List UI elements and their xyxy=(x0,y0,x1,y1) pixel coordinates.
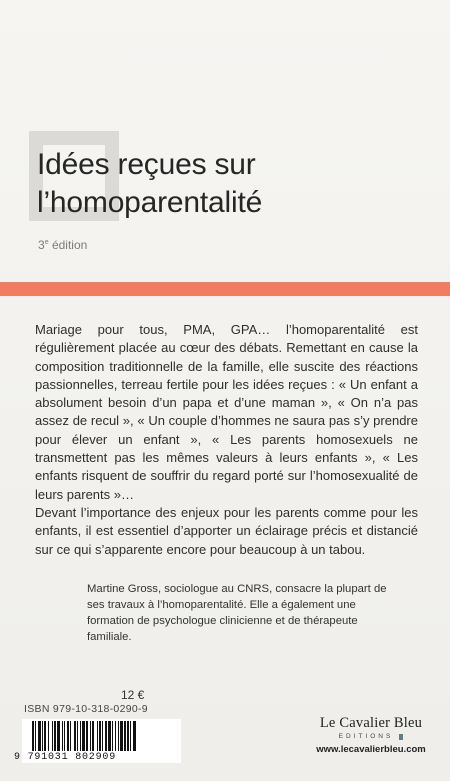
author-description: , sociologue au CNRS, consacre la plupart de ses travaux à l’homoparentalité. Elle a également une formation de psychologue clinicienne et de thérapeute familiale. xyxy=(87,583,387,643)
author-name: Martine Gross xyxy=(87,583,158,595)
edition-label xyxy=(38,238,87,252)
publisher-url: www.lecavalierbleu.com xyxy=(316,744,426,755)
edition-word: édition xyxy=(51,238,88,252)
author-bio xyxy=(87,581,405,645)
publisher-name: Le Cavalier Bleu xyxy=(319,715,423,731)
book-title xyxy=(37,146,262,222)
edition-suffix: e xyxy=(44,239,49,246)
summary-paragraph-2: Devant l’importance des enjeux pour les parents comme pour les enfants, il est essentiel d’apporter un éclairage précis et distancié sur ce qui s’apparente encore pour beaucoup à un tabou. xyxy=(35,504,418,557)
barcode-number: 9 791031 802909 xyxy=(14,752,117,763)
publisher-mark-icon xyxy=(399,734,403,740)
title-line-2: l’homoparentalité xyxy=(37,186,263,219)
edition-number: 3 xyxy=(38,238,45,252)
publisher-tag-row xyxy=(296,733,446,740)
publisher-logo xyxy=(296,715,446,755)
isbn: ISBN 979-10-318-0290-9 xyxy=(24,703,148,715)
publisher-tag: EDITIONS xyxy=(338,733,394,740)
summary-paragraph-1: Mariage pour tous, PMA, GPA… l’homoparentalité est régulièrement placée au cœur des débats. Remettant en cause la composition traditionnelle de la famille, elle suscite des réactions passionnelles, terreau fertile pour les idées reçues : « Un enfant a absolument besoin d’un papa et d’une maman », « On n’a pas assez de recul », « Un couple d’hommes ne saura pas s’y prendre pour élever un enfant », « Les parents homosexuels ne transmettent pas les mêmes valeurs à leurs enfants », « Les enfants risquent de souffrir du regard porté sur l’homosexualité de leurs parents »… xyxy=(35,322,418,502)
back-cover-summary xyxy=(35,321,418,559)
title-line-1: Idées reçues sur xyxy=(37,148,256,181)
accent-band xyxy=(0,282,450,296)
price: 12 € xyxy=(121,688,145,702)
